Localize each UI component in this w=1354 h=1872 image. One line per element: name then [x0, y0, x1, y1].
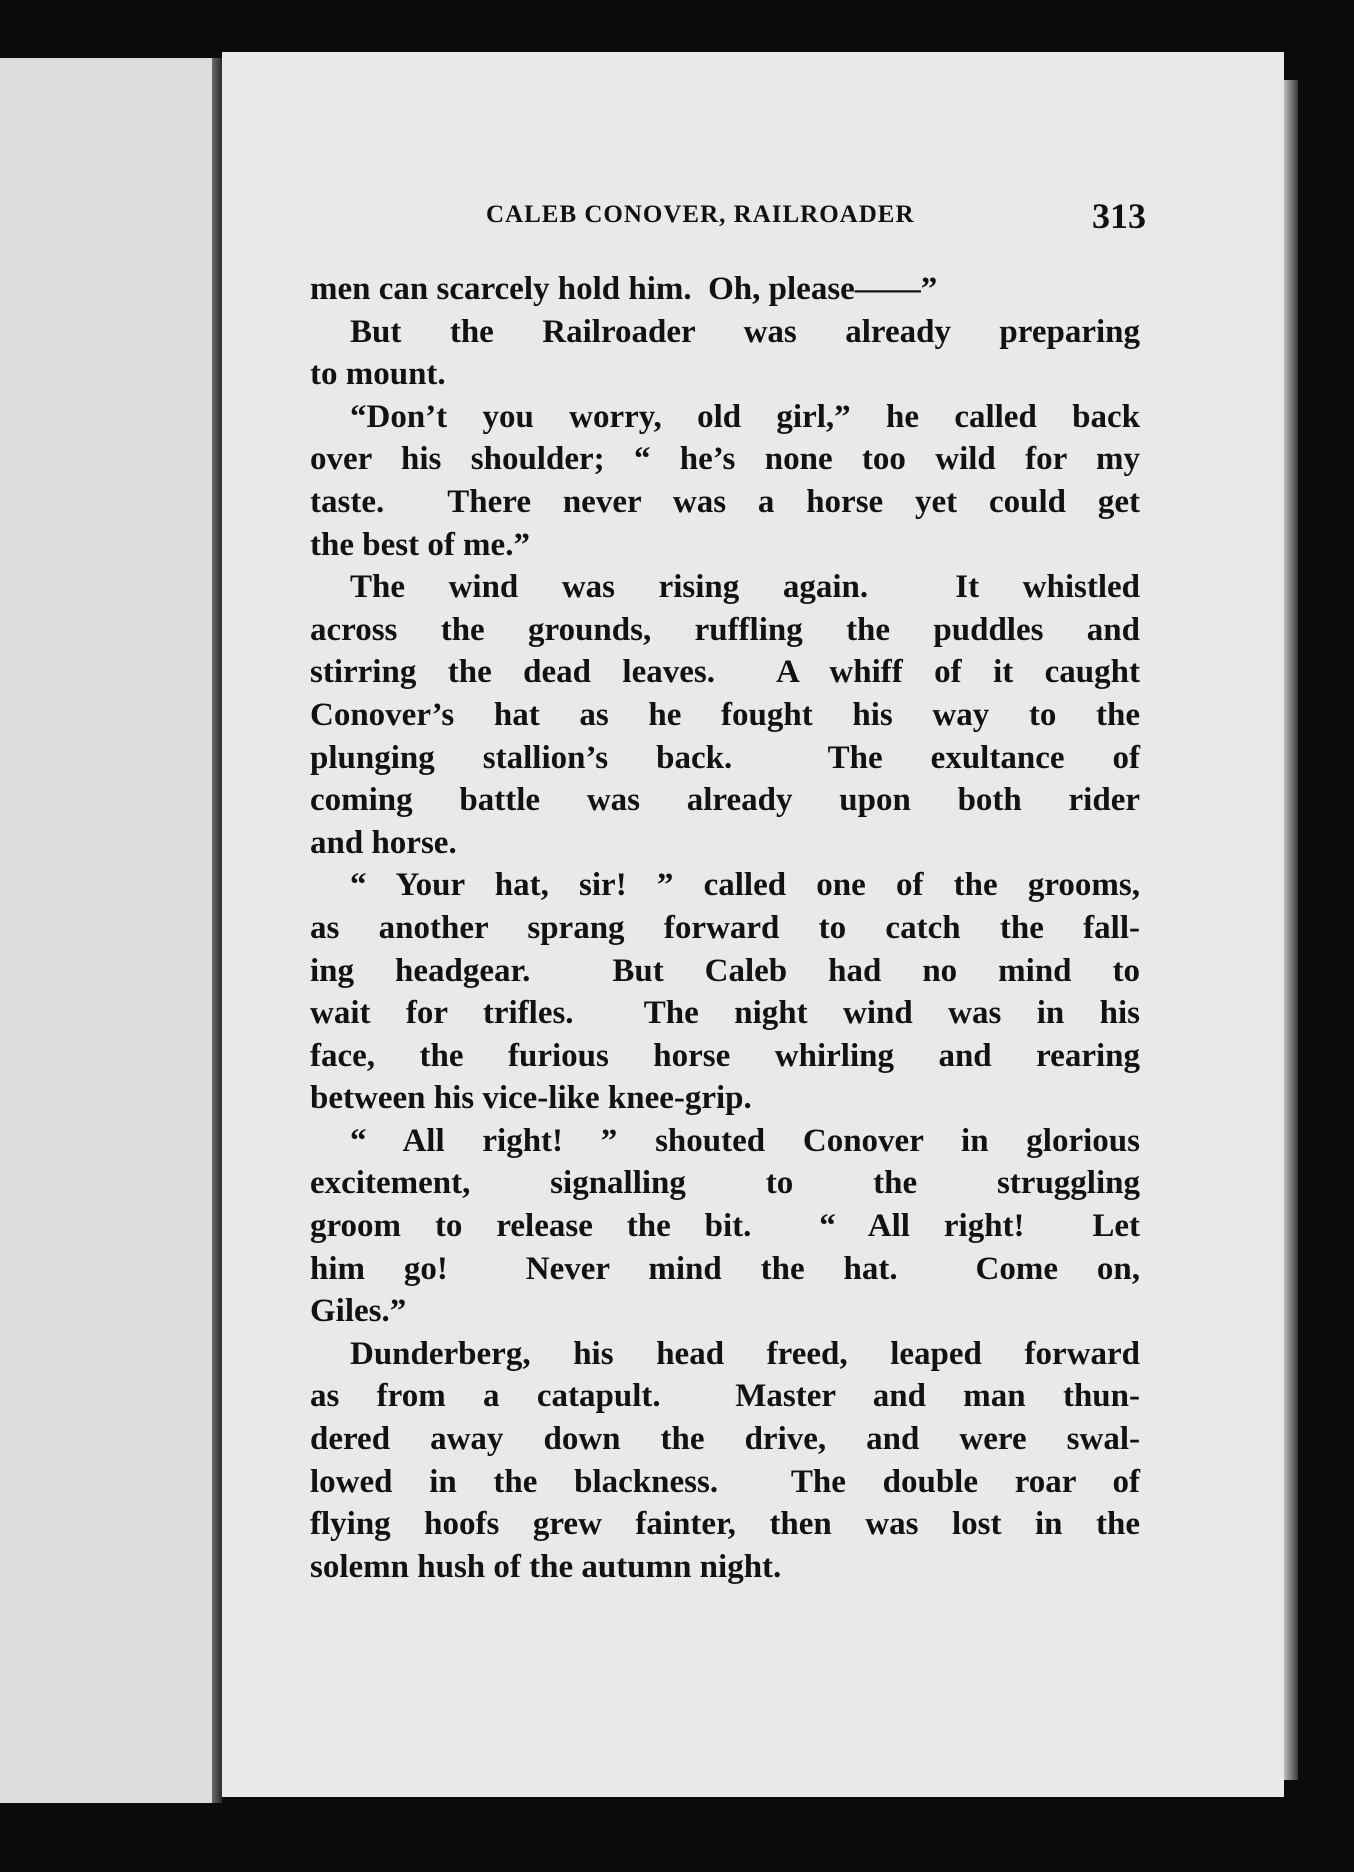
text-line: as another sprang forward to catch the fall- — [310, 909, 1140, 946]
text-line: taste. There never was a horse yet could get — [310, 483, 1140, 520]
text-line: “ Your hat, sir! ” called one of the grooms, — [350, 867, 1140, 904]
text-line: dered away down the drive, and were swal- — [310, 1421, 1140, 1458]
text-line: the best of me.” — [310, 526, 530, 563]
book-gutter — [212, 58, 222, 1803]
text-line: over his shoulder; “ he’s none too wild for my — [310, 441, 1140, 478]
text-line: flying hoofs grew fainter, then was lost in the — [310, 1506, 1140, 1543]
text-line: coming battle was already upon both rider — [310, 782, 1140, 819]
running-title: CALEB CONOVER, RAILROADER — [486, 201, 915, 228]
body-text — [310, 268, 1140, 1588]
text-line: Dunderberg, his head freed, leaped forward — [350, 1335, 1140, 1372]
text-line: “ All right! ” shouted Conover in glorious — [350, 1122, 1140, 1159]
page-edge-shadow — [1284, 80, 1298, 1780]
text-line: wait for trifles. The night wind was in his — [310, 995, 1140, 1032]
text-line: men can scarcely hold him. Oh, please——” — [310, 271, 938, 307]
running-head — [486, 196, 1146, 241]
page-number: 313 — [1092, 196, 1146, 236]
text-line: “Don’t you worry, old girl,” he called back — [350, 398, 1140, 435]
text-line: Giles.” — [310, 1293, 407, 1330]
text-line: stirring the dead leaves. A whiff of it caught — [310, 654, 1140, 691]
text-line: to mount. — [310, 356, 446, 393]
text-line: across the grounds, ruffling the puddles and — [310, 611, 1140, 648]
text-line: solemn hush of the autumn night. — [310, 1548, 782, 1585]
text-line: Conover’s hat as he fought his way to the — [310, 696, 1140, 733]
text-line: as from a catapult. Master and man thun- — [310, 1378, 1140, 1415]
left-page-edge — [0, 58, 212, 1803]
text-line: excitement, signalling to the struggling — [310, 1165, 1140, 1202]
text-line: between his vice-like knee-grip. — [310, 1080, 752, 1117]
text-line: But the Railroader was already preparing — [350, 313, 1140, 350]
text-line: face, the furious horse whirling and rearing — [310, 1037, 1140, 1074]
text-line: and horse. — [310, 824, 457, 861]
text-line: groom to release the bit. “ All right! Let — [310, 1208, 1140, 1245]
text-line: lowed in the blackness. The double roar of — [310, 1463, 1140, 1500]
text-line: ing headgear. But Caleb had no mind to — [310, 952, 1140, 989]
text-line: plunging stallion’s back. The exultance of — [310, 739, 1140, 776]
text-line: The wind was rising again. It whistled — [350, 569, 1140, 606]
text-line: him go! Never mind the hat. Come on, — [310, 1250, 1140, 1287]
